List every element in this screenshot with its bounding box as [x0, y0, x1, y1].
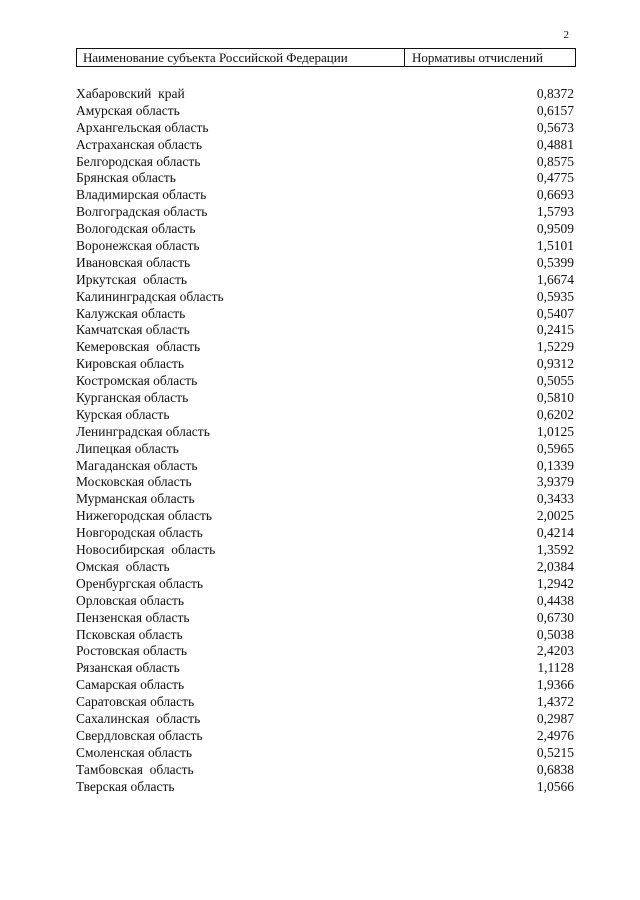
table-row: [76, 407, 576, 424]
deduction-norm-value: 0,8372: [536, 86, 574, 101]
region-name: Астраханская область: [76, 136, 202, 152]
header-deduction-norms: Нормативы отчислений: [412, 50, 543, 65]
deduction-norm-value: 0,9312: [536, 356, 574, 372]
deduction-norm-value: 0,5399: [536, 254, 574, 270]
region-name: Ивановская область: [76, 254, 191, 270]
deduction-norm-value: 1,4372: [536, 694, 574, 710]
table-row: [76, 508, 576, 525]
deduction-norm-value: 1,5229: [536, 339, 574, 355]
table-row: [76, 356, 576, 373]
deduction-norm-value: 1,5793: [536, 204, 574, 220]
deduction-norm-value: 0,2415: [536, 322, 574, 338]
region-name: Камчатская область: [76, 322, 190, 338]
table-row: [76, 559, 576, 576]
deduction-norm-value: 0,5038: [536, 626, 574, 642]
deduction-norm-value: 0,3433: [536, 491, 574, 507]
region-name: Кировская область: [76, 356, 185, 372]
deduction-norm-value: 0,5810: [536, 390, 574, 406]
table-row: [76, 745, 576, 762]
table-row: [76, 779, 576, 796]
deduction-norm-value: 0,5935: [536, 288, 574, 304]
table-row: [76, 204, 576, 221]
deduction-norm-value: 1,0125: [536, 423, 574, 439]
region-name: Курганская область: [76, 390, 189, 406]
deduction-norm-value: 0,8575: [536, 153, 574, 169]
region-name: Иркутская область: [76, 271, 188, 287]
region-name: Воронежская область: [76, 238, 200, 254]
table-row: [76, 458, 576, 475]
region-name: Костромская область: [76, 373, 198, 389]
region-name: Амурская область: [76, 102, 180, 118]
table-row: [76, 711, 576, 728]
table-row: [76, 272, 576, 289]
table-row: [76, 238, 576, 255]
region-name: Тамбовская область: [76, 761, 194, 777]
deduction-norm-value: 0,5215: [536, 744, 574, 760]
region-name: Смоленская область: [76, 744, 193, 760]
region-name: Псковская область: [76, 626, 183, 642]
deduction-norm-value: 2,4976: [536, 727, 574, 743]
region-name: Самарская область: [76, 677, 185, 693]
region-name: Курская область: [76, 406, 170, 422]
table-row: [76, 154, 576, 171]
table-row: [76, 441, 576, 458]
region-name: Калужская область: [76, 305, 186, 321]
table-row: [76, 542, 576, 559]
deduction-norm-value: 1,5101: [536, 238, 574, 254]
region-name: Новосибирская область: [76, 542, 216, 558]
table-row: [76, 255, 576, 272]
deduction-norm-value: 0,4775: [536, 170, 574, 186]
table-header: [76, 48, 576, 67]
region-name: Липецкая область: [76, 440, 179, 456]
region-name: Саратовская область: [76, 694, 195, 710]
deduction-norm-value: 1,2942: [536, 575, 574, 591]
deduction-norm-value: 0,4881: [536, 136, 574, 152]
region-name: Брянская область: [76, 170, 176, 186]
table-row: [76, 491, 576, 508]
deduction-norm-value: 2,0025: [536, 508, 574, 524]
table-row: [76, 474, 576, 491]
table-row: [76, 525, 576, 542]
region-name: Волгоградская область: [76, 204, 208, 220]
region-name: Свердловская область: [76, 727, 203, 743]
table-row: [76, 660, 576, 677]
region-name: Оренбургская область: [76, 575, 204, 591]
table-row: [76, 627, 576, 644]
region-name: Омская область: [76, 558, 170, 574]
table-row: [76, 187, 576, 204]
table-row: [76, 728, 576, 745]
header-region-name: Наименование субъекта Российской Федерации: [77, 49, 405, 66]
region-name: Владимирская область: [76, 187, 207, 203]
region-name: Белгородская область: [76, 153, 201, 169]
table-row: [76, 677, 576, 694]
table-row: [76, 306, 576, 323]
table-row: [76, 120, 576, 137]
region-list: [76, 86, 576, 795]
region-name: Сахалинская область: [76, 710, 201, 726]
deduction-norm-value: 0,2987: [536, 710, 574, 726]
table-row: [76, 576, 576, 593]
deduction-norm-value: 1,3592: [536, 542, 574, 558]
region-name: Хабаровский край: [76, 86, 185, 101]
region-name: Орловская область: [76, 592, 185, 608]
deduction-norm-value: 0,5673: [536, 119, 574, 135]
region-name: Калининградская область: [76, 288, 224, 304]
deduction-norm-value: 1,0566: [536, 778, 574, 794]
deduction-norm-value: 0,4214: [536, 525, 574, 541]
region-name: Кемеровская область: [76, 339, 201, 355]
page-number: 2: [563, 29, 569, 41]
deduction-norm-value: 0,1339: [536, 457, 574, 473]
table-row: [76, 762, 576, 779]
region-name: Пензенская область: [76, 609, 190, 625]
deduction-norm-value: 0,6157: [536, 102, 574, 118]
region-name: Московская область: [76, 474, 192, 490]
region-name: Тверская область: [76, 778, 175, 794]
table-row: [76, 373, 576, 390]
region-name: Ростовская область: [76, 643, 187, 659]
table-row: [76, 137, 576, 154]
region-name: Архангельская область: [76, 119, 209, 135]
table-row: [76, 170, 576, 187]
deduction-norm-value: 2,0384: [536, 558, 574, 574]
region-name: Рязанская область: [76, 660, 180, 676]
deduction-norm-value: 0,6730: [536, 609, 574, 625]
deduction-norm-value: 0,9509: [536, 221, 574, 237]
region-name: Ленинградская область: [76, 423, 210, 439]
region-name: Мурманская область: [76, 491, 195, 507]
deduction-norm-value: 0,5055: [536, 373, 574, 389]
table-row: [76, 322, 576, 339]
table-row: [76, 610, 576, 627]
deduction-norm-value: 0,4438: [536, 592, 574, 608]
table-row: [76, 424, 576, 441]
deduction-norm-value: 1,9366: [536, 677, 574, 693]
table-row: [76, 289, 576, 306]
deduction-norm-value: 1,1128: [537, 660, 574, 676]
table-row: [76, 694, 576, 711]
deduction-norm-value: 1,6674: [536, 271, 574, 287]
deduction-norm-value: 2,4203: [536, 643, 574, 659]
deduction-norm-value: 0,6202: [536, 406, 574, 422]
region-name: Нижегородская область: [76, 508, 213, 524]
region-name: Магаданская область: [76, 457, 198, 473]
table-row: [76, 86, 576, 103]
region-name: Новгородская область: [76, 525, 203, 541]
deduction-norm-value: 0,5407: [536, 305, 574, 321]
region-name: Вологодская область: [76, 221, 196, 237]
table-row: [76, 390, 576, 407]
deduction-norm-value: 0,5965: [536, 440, 574, 456]
deduction-norm-value: 0,6693: [536, 187, 574, 203]
deduction-norm-value: 0,6838: [536, 761, 574, 777]
table-row: [76, 103, 576, 120]
table-row: [76, 339, 576, 356]
table-row: [76, 643, 576, 660]
deduction-norm-value: 3,9379: [536, 474, 574, 490]
table-row: [76, 593, 576, 610]
table-row: [76, 221, 576, 238]
